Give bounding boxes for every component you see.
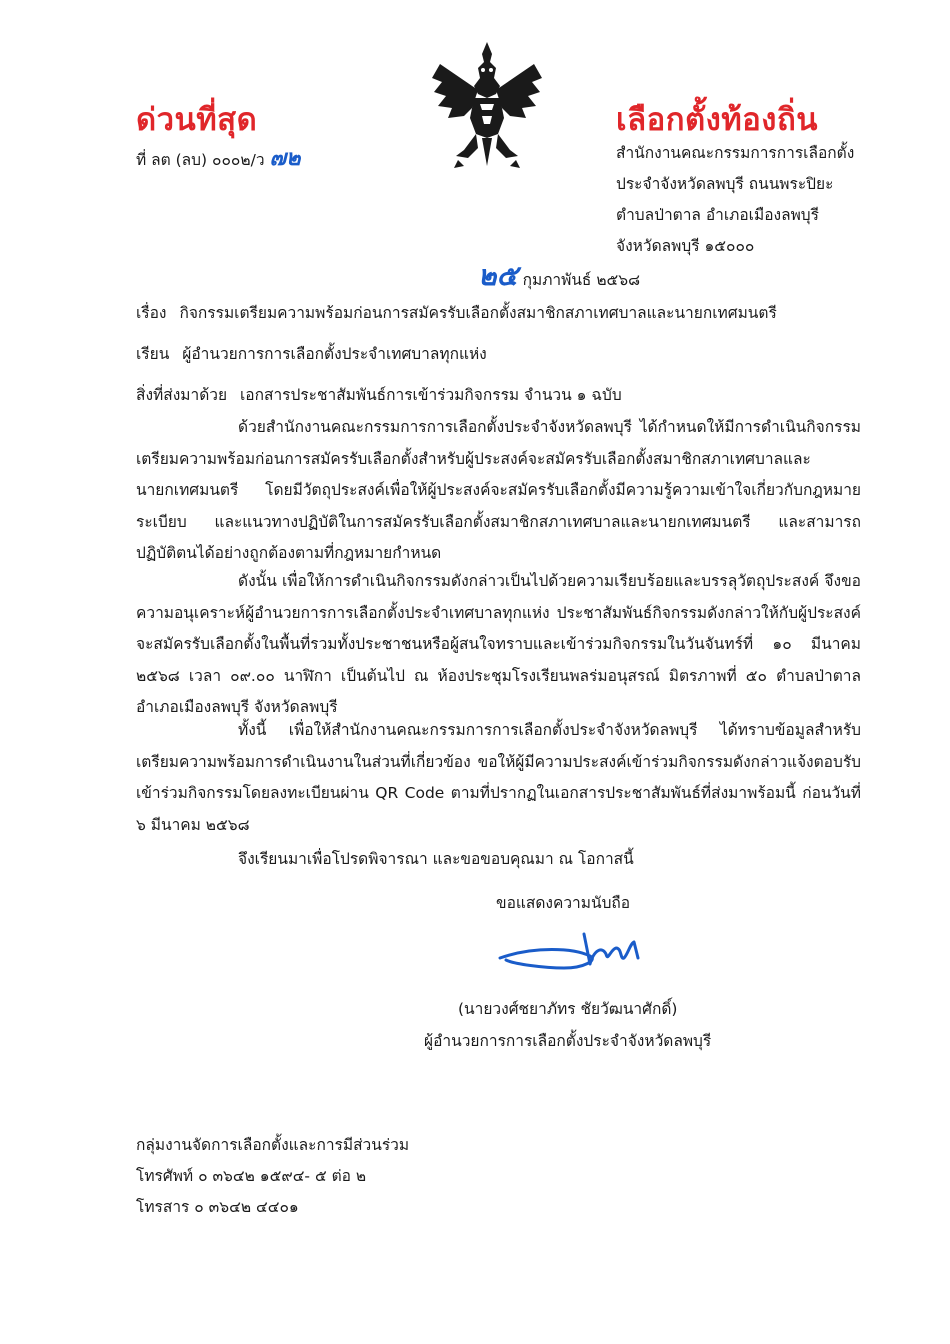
handwritten-signature: [494, 924, 674, 984]
enclosure-line: [136, 382, 622, 407]
category-stamp: เลือกตั้งท้องถิ่น: [616, 102, 818, 138]
subject-text: กิจกรรมเตรียมความพร้อมก่อนการสมัครรับเลือกตั้งสมาชิกสภาเทศบาลและนายกเทศมนตรี: [179, 304, 777, 322]
document-number: [136, 140, 301, 175]
paragraph-line: จะสมัครรับเลือกตั้งในพื้นที่รวมทั้งประชาชนหรือผู้สนใจทราบและเข้าร่วมกิจกรรมในวันจันทร์ที่ ๑๐ มีนาคม: [136, 635, 861, 654]
footer-division: กลุ่มงานจัดการเลือกตั้งและการมีส่วนร่วม: [136, 1136, 410, 1154]
closing-line: จึงเรียนมาเพื่อโปรดพิจารณา และขอขอบคุณมา ณ โอกาสนี้: [238, 850, 634, 868]
signature-salutation: ขอแสดงความนับถือ: [496, 894, 631, 912]
body-paragraph-2: [136, 566, 861, 724]
recipient-line: [136, 341, 487, 366]
urgency-stamp: ด่วนที่สุด: [136, 102, 258, 138]
paragraph-line: ๒๕๖๘ เวลา ๐๙.๐๐ นาฬิกา เป็นต้นไป ณ ห้องประชุมโรงเรียนพลร่มอนุสรณ์ มิตรภาพที่ ๕๐ ตำบลป่าตาล: [136, 666, 861, 685]
paragraph-line: ระเบียบ และแนวทางปฏิบัติในการสมัครรับเลือกตั้งสมาชิกสภาเทศบาลและนายกเทศมนตรี และสามารถ: [136, 512, 861, 531]
body-paragraph-1: [136, 412, 861, 570]
footer-fax: โทรสาร ๐ ๓๖๔๒ ๔๔๐๑: [136, 1198, 299, 1216]
paragraph-line: ทั้งนี้ เพื่อให้สำนักงานคณะกรรมการการเลือกตั้งประจำจังหวัดลพบุรี ได้ทราบข้อมูลสำหรับ: [238, 721, 861, 739]
paragraph-line: ด้วยสำนักงานคณะกรรมการการเลือกตั้งประจำจังหวัดลพบุรี ได้กำหนดให้มีการดำเนินกิจกรรม: [238, 418, 861, 436]
recipient-label: เรียน: [136, 345, 170, 363]
office-address-line: ตำบลป่าตาล อำเภอเมืองลพบุรี: [616, 206, 819, 224]
paragraph-line: ๖ มีนาคม ๒๕๖๘: [136, 815, 250, 834]
document-number-prefix: ที่ ลต (ลบ) ๐๐๐๒/ว: [136, 151, 265, 169]
garuda-emblem-icon: [428, 38, 546, 170]
signer-position: ผู้อำนวยการการเลือกตั้งประจำจังหวัดลพบุรี: [424, 1032, 712, 1050]
signer-name: (นายวงศ์ชยาภัทร ชัยวัฒนาศักดิ์): [458, 1000, 678, 1018]
subject-label: เรื่อง: [136, 304, 167, 322]
paragraph-line: เตรียมความพร้อมก่อนการสมัครรับเลือกตั้งสำหรับผู้ประสงค์จะสมัครรับเลือกตั้งสมาชิกสภาเทศบาลและ: [136, 449, 811, 468]
office-address-line: สำนักงานคณะกรรมการการเลือกตั้ง: [616, 144, 855, 162]
office-address: [616, 138, 854, 262]
enclosure-text: เอกสารประชาสัมพันธ์การเข้าร่วมกิจกรรม จำนวน ๑ ฉบับ: [240, 386, 622, 404]
paragraph-line: อำเภอเมืองลพบุรี จังหวัดลพบุรี: [136, 698, 338, 717]
paragraph-line: ปฏิบัติตนได้อย่างถูกต้องตามที่กฎหมายกำหนด: [136, 544, 442, 563]
paragraph-line: เตรียมความพร้อมการดำเนินงานในส่วนที่เกี่ยวข้อง ขอให้ผู้มีความประสงค์เข้าร่วมกิจกรรมดังกล่าวแจ้งตอบรับ: [136, 752, 861, 771]
subject-line: [136, 300, 777, 325]
office-address-line: จังหวัดลพบุรี ๑๕๐๐๐: [616, 237, 755, 255]
paragraph-line: นายกเทศมนตรี โดยมีวัตถุประสงค์เพื่อให้ผู้ประสงค์จะสมัครรับเลือกตั้งมีความรู้ความเข้าใจเกี่ยวกับกฎหมาย: [136, 481, 861, 500]
paragraph-line: เข้าร่วมกิจกรรมโดยลงทะเบียนผ่าน QR Code ตามที่ปรากฏในเอกสารประชาสัมพันธ์ที่ส่งมาพร้อมนี้ ก่อนวันที่: [136, 784, 861, 803]
enclosure-label: สิ่งที่ส่งมาด้วย: [136, 386, 228, 404]
paragraph-line: ความอนุเคราะห์ผู้อำนวยการการเลือกตั้งประจำเทศบาลทุกแห่ง ประชาสัมพันธ์กิจกรรมดังกล่าวให้กับผู้ประสงค์: [136, 603, 861, 622]
date-month-year: กุมภาพันธ์ ๒๕๖๘: [522, 271, 641, 289]
office-address-line: ประจำจังหวัดลพบุรี ถนนพระปิยะ: [616, 175, 834, 193]
body-paragraph-3: [136, 715, 861, 841]
footer-contact: [136, 1130, 409, 1223]
footer-phone: โทรศัพท์ ๐ ๓๖๔๒ ๑๕๙๔- ๕ ต่อ ๒: [136, 1167, 367, 1185]
date-day-handwritten: ๒๕: [478, 259, 518, 292]
paragraph-line: ดังนั้น เพื่อให้การดำเนินกิจกรรมดังกล่าวเป็นไปด้วยความเรียบร้อยและบรรลุวัตถุประสงค์ จึงขอ: [238, 572, 861, 590]
recipient-text: ผู้อำนวยการการเลือกตั้งประจำเทศบาลทุกแห่ง: [182, 345, 487, 363]
document-number-handwritten: ๗๒: [269, 146, 301, 171]
document-date: [478, 254, 640, 298]
